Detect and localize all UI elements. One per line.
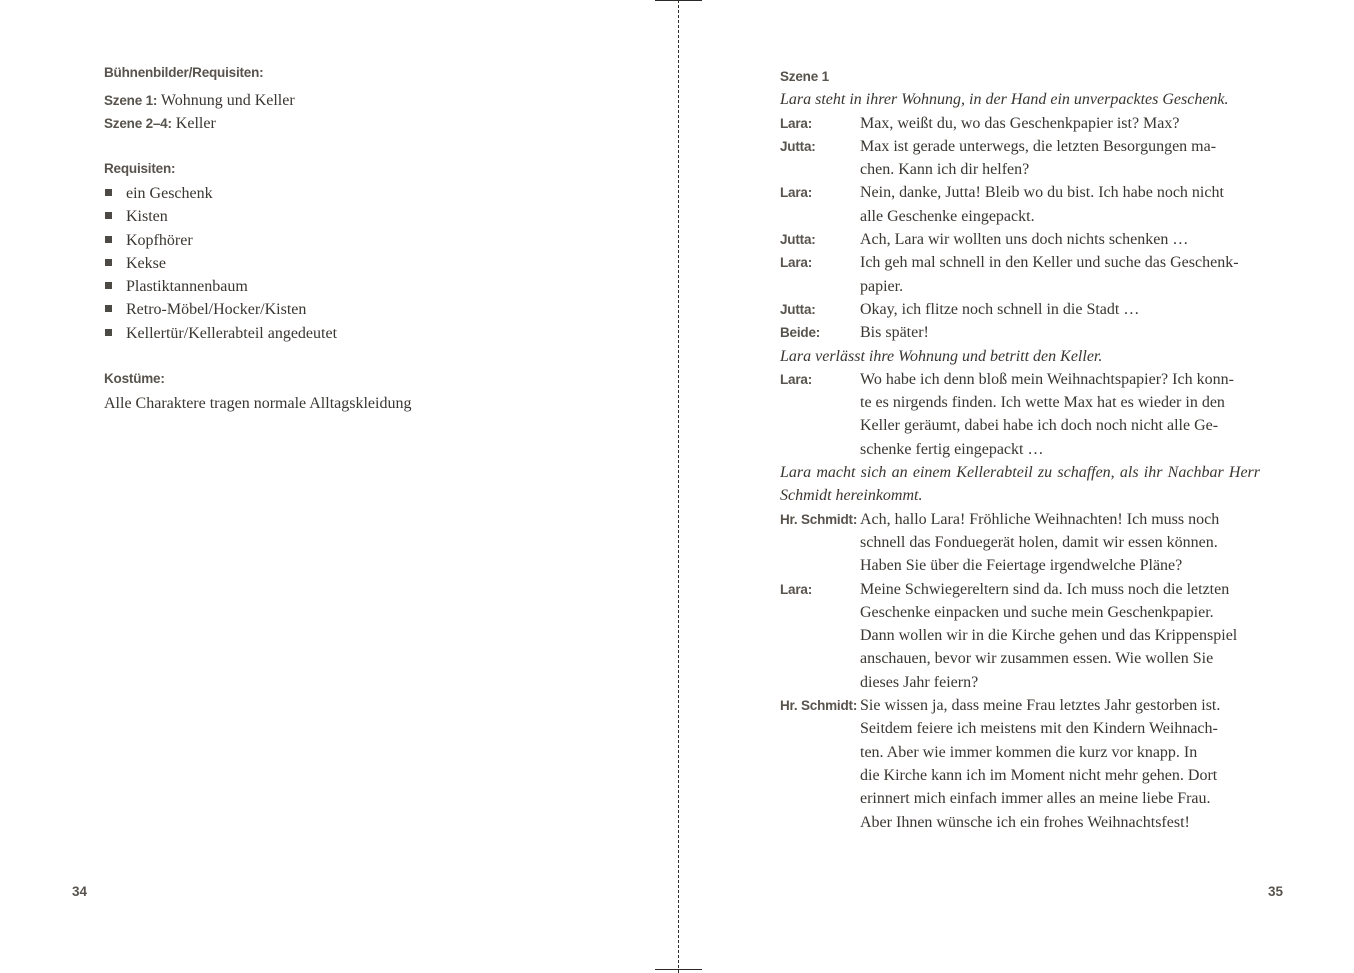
sets-heading: Bühnenbilder/Requisiten: bbox=[104, 65, 264, 80]
speech-line: Geschenke einpacken und suche mein Geschenkpapier. bbox=[860, 603, 1214, 621]
props-heading: Requisiten: bbox=[104, 161, 176, 176]
speaker-name: Lara: bbox=[780, 255, 813, 271]
speech-text bbox=[860, 112, 1260, 135]
prop-text: Kekse bbox=[126, 254, 166, 272]
prop-text: Kopfhörer bbox=[126, 231, 193, 249]
speech-line: Max, weißt du, wo das Geschenkpapier ist? Max? bbox=[860, 114, 1180, 132]
speaker-name: Jutta: bbox=[780, 138, 816, 154]
square-bullet-icon bbox=[105, 189, 112, 196]
speech-line: erinnert mich einfach immer alles an meine liebe Frau. bbox=[860, 790, 1211, 808]
list-item bbox=[104, 205, 644, 228]
dialogue-row bbox=[780, 251, 1260, 298]
speech-line: papier. bbox=[860, 277, 904, 295]
costume-heading: Kostüme: bbox=[104, 371, 165, 386]
direction-line: Lara verlässt ihre Wohnung und betritt den Keller. bbox=[780, 347, 1103, 365]
speech-text bbox=[860, 298, 1260, 321]
speech-line: chen. Kann ich dir helfen? bbox=[860, 161, 1030, 179]
speech-text bbox=[860, 578, 1260, 694]
list-item bbox=[104, 322, 644, 345]
scene-title: Szene 1 bbox=[780, 69, 829, 84]
speaker-name: Hr. Schmidt: bbox=[780, 698, 858, 714]
dialogue-row bbox=[780, 228, 1260, 251]
dialogue-row bbox=[780, 181, 1260, 228]
prop-text: ein Geschenk bbox=[126, 185, 213, 202]
scene-line bbox=[104, 89, 644, 112]
speaker-name: Lara: bbox=[780, 581, 813, 597]
speech-line: Bis später! bbox=[860, 324, 929, 342]
speech-line: Ach, hallo Lara! Fröhliche Weihnachten! Ich muss noch bbox=[860, 510, 1220, 528]
speech-line: Seitdem feiere ich meistens mit den Kindern Weihnach- bbox=[860, 720, 1218, 738]
scene-label: Szene 2–4: bbox=[104, 116, 172, 132]
dialogue-row bbox=[780, 368, 1260, 461]
speech-line: Haben Sie über die Feiertage irgendwelche Pläne? bbox=[860, 557, 1183, 575]
speech-text bbox=[860, 228, 1260, 251]
right-page bbox=[678, 0, 1354, 973]
speech-line: schnell das Fonduegerät holen, damit wir essen können. bbox=[860, 533, 1218, 551]
prop-text: Plastiktannenbaum bbox=[126, 278, 248, 296]
dialogue-row bbox=[780, 112, 1260, 135]
speech-line: Ach, Lara wir wollten uns doch nichts schenken … bbox=[860, 231, 1189, 249]
stage-direction bbox=[780, 88, 1260, 111]
direction-line: Lara steht in ihrer Wohnung, in der Hand ein unverpacktes Geschenk. bbox=[780, 91, 1229, 109]
speaker-name: Jutta: bbox=[780, 232, 816, 248]
speech-line: te es nirgends finden. Ich wette Max hat es wieder in den bbox=[860, 394, 1225, 412]
speech-line: dieses Jahr feiern? bbox=[860, 673, 979, 691]
speech-text bbox=[860, 321, 1260, 344]
speech-line: Aber Ihnen wünsche ich ein frohes Weihnachtsfest! bbox=[860, 813, 1190, 831]
direction-line: Schmidt hereinkommt. bbox=[780, 487, 923, 505]
scene-text: Wohnung und Keller bbox=[157, 92, 295, 109]
square-bullet-icon bbox=[105, 329, 112, 336]
speech-line: Wo habe ich denn bloß mein Weihnachtspapier? Ich konn- bbox=[860, 370, 1234, 388]
speaker-name: Lara: bbox=[780, 371, 813, 387]
scene-text: Keller bbox=[171, 115, 216, 133]
list-item bbox=[104, 229, 644, 252]
square-bullet-icon bbox=[105, 282, 112, 289]
speaker-name: Lara: bbox=[780, 185, 813, 201]
speech-line: schenke fertig eingepackt … bbox=[860, 440, 1044, 458]
dialogue-row bbox=[780, 321, 1260, 344]
prop-text: Kisten bbox=[126, 208, 168, 226]
page-number-right: 35 bbox=[1268, 884, 1284, 899]
page-number-left: 34 bbox=[72, 884, 88, 899]
scene-list bbox=[104, 89, 644, 136]
prop-text: Kellertür/Kellerabteil angedeutet bbox=[126, 324, 338, 342]
direction-line: Lara macht sich an einem Kellerabteil zu schaffen, als ihr Nachbar Herr bbox=[780, 464, 1260, 482]
speech-line: die Kirche kann ich im Moment nicht mehr gehen. Dort bbox=[860, 766, 1218, 784]
dialogue-row bbox=[780, 578, 1260, 694]
prop-text: Retro-Möbel/Hocker/Kisten bbox=[126, 301, 307, 319]
square-bullet-icon bbox=[105, 305, 112, 312]
square-bullet-icon bbox=[105, 259, 112, 266]
speech-text bbox=[860, 694, 1260, 834]
speech-line: Nein, danke, Jutta! Bleib wo du bist. Ich habe noch nicht bbox=[860, 184, 1224, 202]
dialogue-row bbox=[780, 694, 1260, 834]
speech-line: Meine Schwiegereltern sind da. Ich muss noch die letzten bbox=[860, 580, 1230, 598]
speech-line: Keller geräumt, dabei habe ich doch noch nicht alle Ge- bbox=[860, 417, 1219, 435]
speech-line: Dann wollen wir in die Kirche gehen und das Krippenspiel bbox=[860, 627, 1238, 645]
list-item bbox=[104, 182, 644, 205]
scene-line bbox=[104, 112, 644, 135]
speaker-name: Hr. Schmidt: bbox=[780, 511, 858, 527]
speaker-name: Beide: bbox=[780, 325, 821, 341]
square-bullet-icon bbox=[105, 236, 112, 243]
list-item bbox=[104, 298, 644, 321]
stage-direction bbox=[780, 345, 1260, 368]
speech-text bbox=[860, 368, 1260, 461]
speech-line: Sie wissen ja, dass meine Frau letztes Jahr gestorben ist. bbox=[860, 697, 1221, 715]
speech-line: anschauen, bevor wir zusammen essen. Wie wollen Sie bbox=[860, 650, 1214, 668]
square-bullet-icon bbox=[105, 212, 112, 219]
speaker-name: Lara: bbox=[780, 115, 813, 131]
speech-line: Max ist gerade unterwegs, die letzten Besorgungen ma- bbox=[860, 137, 1217, 155]
speech-line: alle Geschenke eingepackt. bbox=[860, 207, 1035, 225]
scene-label: Szene 1: bbox=[104, 93, 158, 108]
props-list bbox=[104, 182, 644, 345]
speech-line: Ich geh mal schnell in den Keller und suche das Geschenk- bbox=[860, 254, 1239, 272]
stage-direction bbox=[780, 461, 1260, 508]
speech-text bbox=[860, 251, 1260, 298]
list-item bbox=[104, 275, 644, 298]
list-item bbox=[104, 252, 644, 275]
speech-line: ten. Aber wie immer kommen die kurz vor knapp. In bbox=[860, 743, 1198, 761]
costume-text: Alle Charaktere tragen normale Alltagskleidung bbox=[104, 395, 412, 412]
script-text bbox=[780, 65, 1260, 834]
dialogue-row bbox=[780, 135, 1260, 182]
speech-text bbox=[860, 508, 1260, 578]
speaker-name: Jutta: bbox=[780, 301, 816, 317]
speech-text bbox=[860, 181, 1260, 228]
dialogue-row bbox=[780, 298, 1260, 321]
speech-text bbox=[860, 135, 1260, 182]
speech-line: Okay, ich flitze noch schnell in die Stadt … bbox=[860, 300, 1140, 318]
dialogue-row bbox=[780, 508, 1260, 578]
